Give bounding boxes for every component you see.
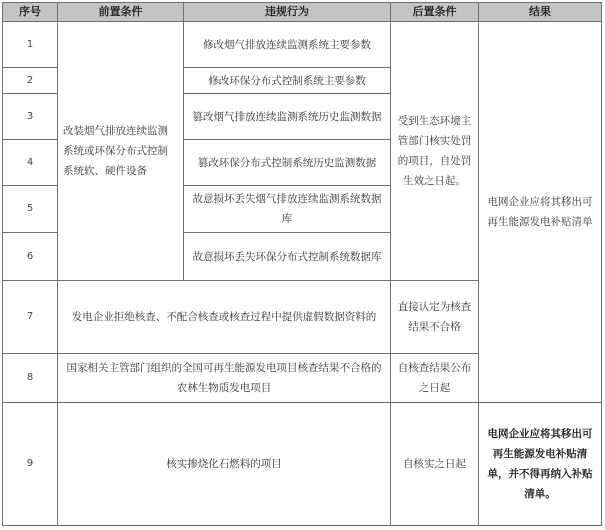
header-index: 序号 [3, 3, 58, 22]
row-index: 8 [3, 354, 58, 402]
row-index: 5 [3, 186, 58, 233]
violation-cell: 篡改环保分布式控制系统历史监测数据 [184, 140, 391, 186]
violation-cell: 篡改烟气排放连续监测系统历史监测数据 [184, 94, 391, 140]
violation-rules-table [2, 2, 602, 526]
row-index: 3 [3, 94, 58, 140]
header-violation: 违规行为 [184, 3, 391, 22]
precondition-group-cell: 改装烟气排放连续监测系统或环保分布式控制系统软、硬件设备 [58, 22, 184, 281]
header-postcondition: 后置条件 [391, 3, 479, 22]
merged-violation-cell: 发电企业拒绝核查、不配合核查或核查过程中提供虚假数据资料的 [58, 281, 391, 354]
table-row [3, 402, 602, 525]
postcondition-cell: 自核实之日起 [391, 402, 479, 525]
violation-cell: 故意损坏丢失烟气排放连续监测系统数据库 [184, 186, 391, 233]
header-result: 结果 [479, 3, 602, 22]
postcondition-cell: 自核查结果公布之日起 [391, 354, 479, 402]
row-index: 9 [3, 402, 58, 525]
table-row [3, 22, 602, 68]
result-cell-final: 电网企业应将其移出可再生能源发电补贴清单，并不得再纳入补贴清单。 [479, 402, 602, 525]
merged-violation-cell: 国家相关主管部门组织的全国可再生能源发电项目核查结果不合格的农林生物质发电项目 [58, 354, 391, 402]
row-index: 1 [3, 22, 58, 68]
header-row [3, 3, 602, 22]
violation-cell: 修改烟气排放连续监测系统主要参数 [184, 22, 391, 68]
header-precondition: 前置条件 [58, 3, 184, 22]
postcondition-group-cell: 受到生态环境主管部门核实处罚的项目，自处罚生效之日起。 [391, 22, 479, 281]
result-group-cell: 电网企业应将其移出可再生能源发电补贴清单 [479, 22, 602, 403]
row-index: 4 [3, 140, 58, 186]
row-index: 6 [3, 233, 58, 281]
violation-cell: 故意损坏丢失环保分布式控制系统数据库 [184, 233, 391, 281]
postcondition-cell: 直接认定为核查结果不合格 [391, 281, 479, 354]
row-index: 7 [3, 281, 58, 354]
violation-cell: 修改环保分布式控制系统主要参数 [184, 68, 391, 94]
merged-violation-cell: 核实掺烧化石燃料的项目 [58, 402, 391, 525]
row-index: 2 [3, 68, 58, 94]
